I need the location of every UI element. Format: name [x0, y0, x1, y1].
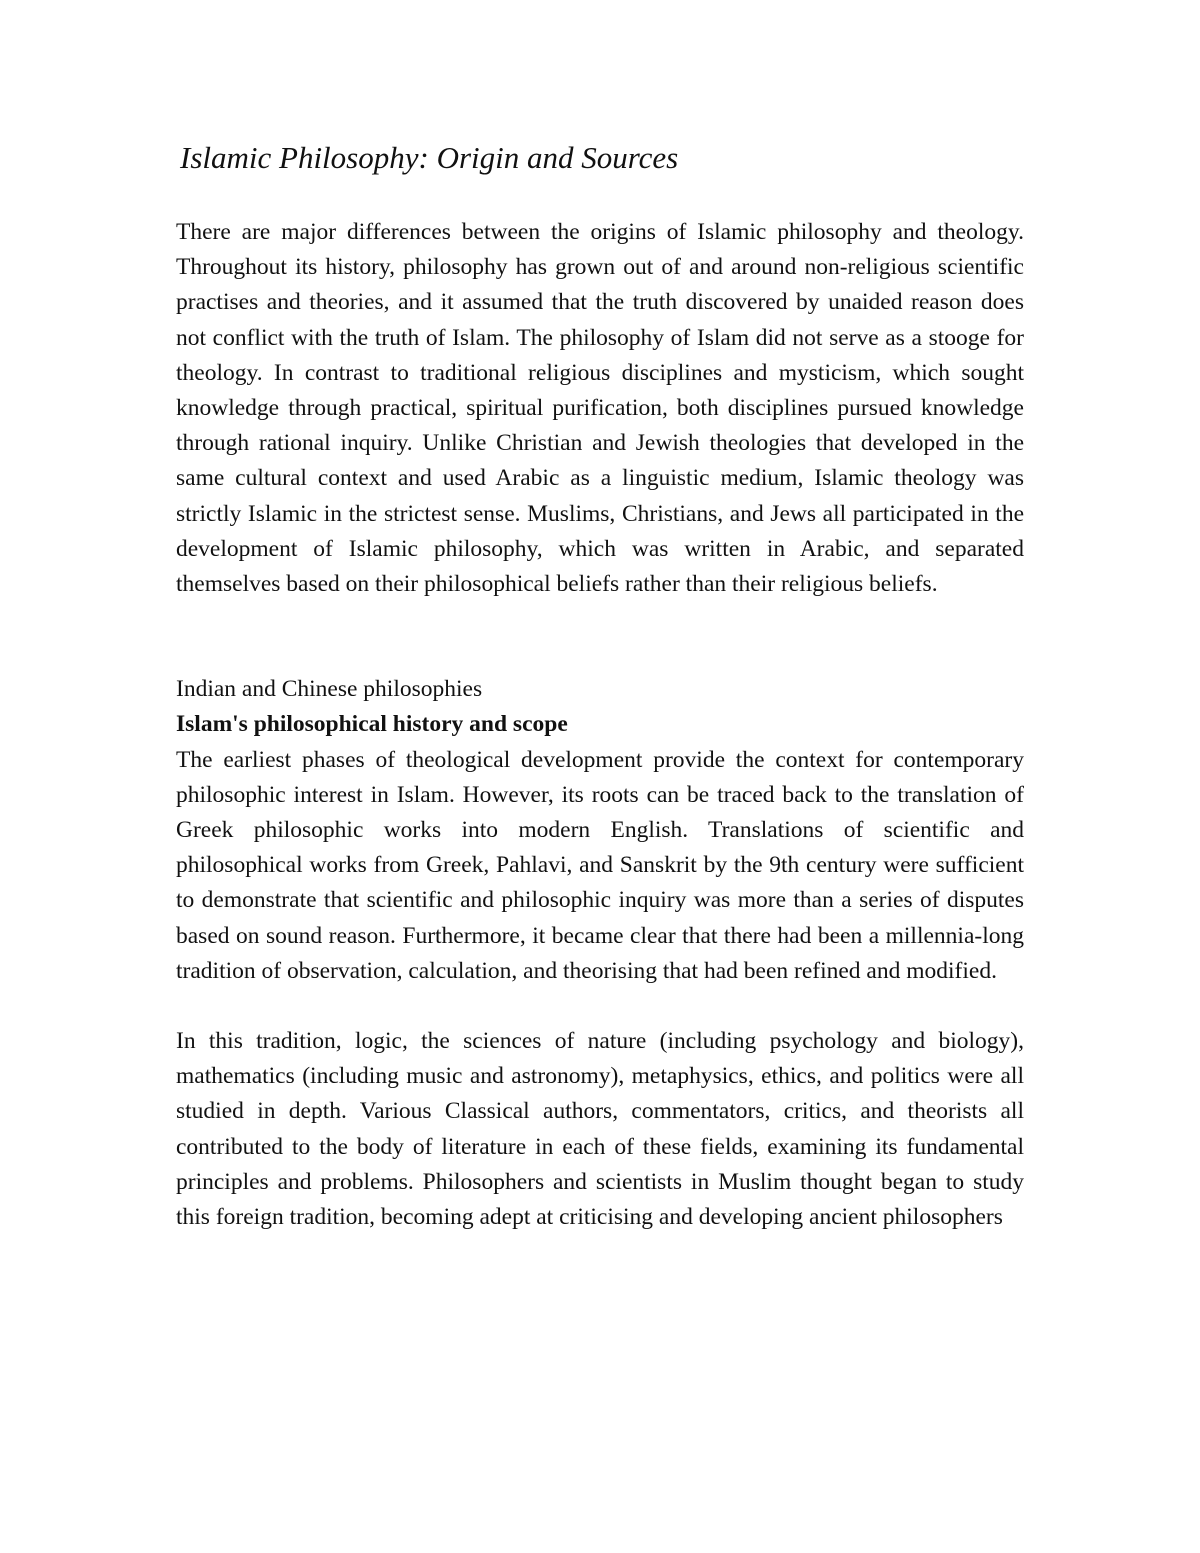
subheading-indian-chinese: Indian and Chinese philosophies: [176, 676, 483, 703]
tradition-paragraph: In this tradition, logic, the sciences of nature (including psychology and biology), mathematics (including music and astronomy), metaphysics, ethics, and politics were all studied in depth. Various Classical authors, commentators, critics, and theorists all contributed to the body of literature in each of these fields, examining its fundamental principles and problems. Philosophers and scientists in Muslim thought began to study this foreign tradition, becoming adept at criticising and developing ancient philosophers: [176, 1028, 1024, 1231]
history-paragraph: The earliest phases of theological development provide the context for contemporary philosophic interest in Islam. However, its roots can be traced back to the translation of Greek philosophic works into modern English. Translations of scientific and philosophical works from Greek, Pahlavi, and Sanskrit by the 9th century were sufficient to demonstrate that scientific and philosophic inquiry was more than a series of disputes based on sound reason. Furthermore, it became clear that there had been a millennia-long tradition of observation, calculation, and theorising that had been refined and modified.: [176, 746, 1024, 984]
subheading-history-scope: Islam's philosophical history and scope: [176, 711, 568, 738]
document-title: Islamic Philosophy: Origin and Sources: [180, 140, 679, 175]
document-page: [176, 138, 1024, 1235]
intro-paragraph: There are major differences between the origins of Islamic philosophy and theology. Throughout its history, philosophy has grown out of and around non-religious scientific practises and theories, and it assumed that the truth discovered by unaided reason does not conflict with the truth of Islam. The philosophy of Islam did not serve as a stooge for theology. In contrast to traditional religious disciplines and mysticism, which sought knowledge through practical, spiritual purification, both disciplines pursued knowledge through rational inquiry. Unlike Christian and Jewish theologies that developed in the same cultural context and used Arabic as a linguistic medium, Islamic theology was strictly Islamic in the strictest sense. Muslims, Christians, and Jews all participated in the development of Islamic philosophy, which was written in Arabic, and separated themselves based on their philosophical beliefs rather than their religious beliefs.: [176, 219, 1024, 598]
